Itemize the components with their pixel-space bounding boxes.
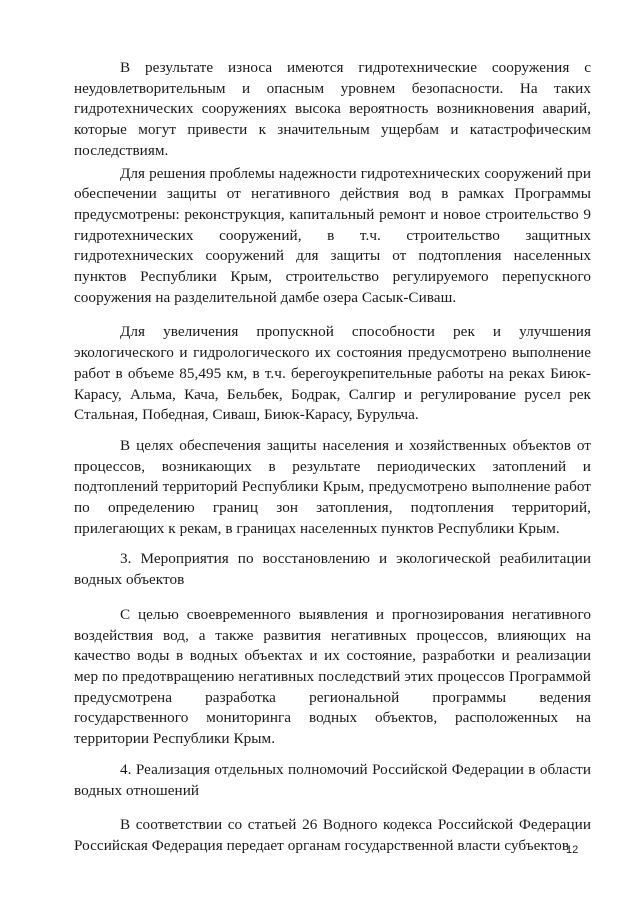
section-heading-3: 3. Мероприятия по восстановлению и экологической реабилитации водных объектов [74,550,591,589]
section-heading-4: 4. Реализация отдельных полномочий Российской Федерации в области водных отношений [74,760,591,799]
paragraph-wear-of-structures: В результате износа имеются гидротехнические сооружения с неудовлетворительным и опасным уровнем безопасности. На таких гидротехнических сооружениях высока вероятность возникновения аварий, которые могут привести к значительным ущербам и катастрофическим последствиям. [74,59,591,159]
paragraph-monitoring: С целью своевременного выявления и прогнозирования негативного воздействия вод, а также развития негативных процессов, влияющих на качество воды в водных объектах и их состояние, разработки и реализации мер по предотвращению негативных последствий этих процессов Программой предусмотрена разработка региональной программы ведения государственного мониторинга водных объектов, расположенных на территории Республики Крым. [74,605,591,748]
page-number: 12 [566,844,579,856]
body-text [74,58,591,857]
paragraph-reliability-measures: Для решения проблемы надежности гидротехнических сооружений при обеспечении защиты от негативного действия вод в рамках Программы предусмотрены: реконструкция, капитальный ремонт и новое строительство 9 гидротехнических сооружений, в т.ч. строительство защитных гидротехнических сооружений для защиты от подтопления населенных пунктов Республики Крым, строительство регулируемого перепускного сооружения на разделительной дамбе озера Сасык-Сиваш. [74,164,591,306]
paragraph-flood-protection: В целях обеспечения защиты населения и хозяйственных объектов от процессов, возникающих в результате периодических затоплений и подтоплений территорий Республики Крым, предусмотрено выполнение работ по определению границ зон затопления, подтопления территорий, прилегающих к рекам, в границах населенных пунктов Республики Крым. [74,436,591,537]
paragraph-water-code: В соответствии со статьей 26 Водного кодекса Российской Федерации Российская Федерация передает органам государственной власти субъектов [74,816,591,854]
paragraph-river-capacity: Для увеличения пропускной способности рек и улучшения экологического и гидрологического их состояния предусмотрено выполнение работ в объеме 85,495 км, в т.ч. берегоукрепительные работы на реках Биюк-Карасу, Альма, Кача, Бельбек, Бодрак, Салгир и регулирование русел рек Стальная, Победная, Сиваш, Биюк-Карасу, Бурульча. [74,323,591,424]
